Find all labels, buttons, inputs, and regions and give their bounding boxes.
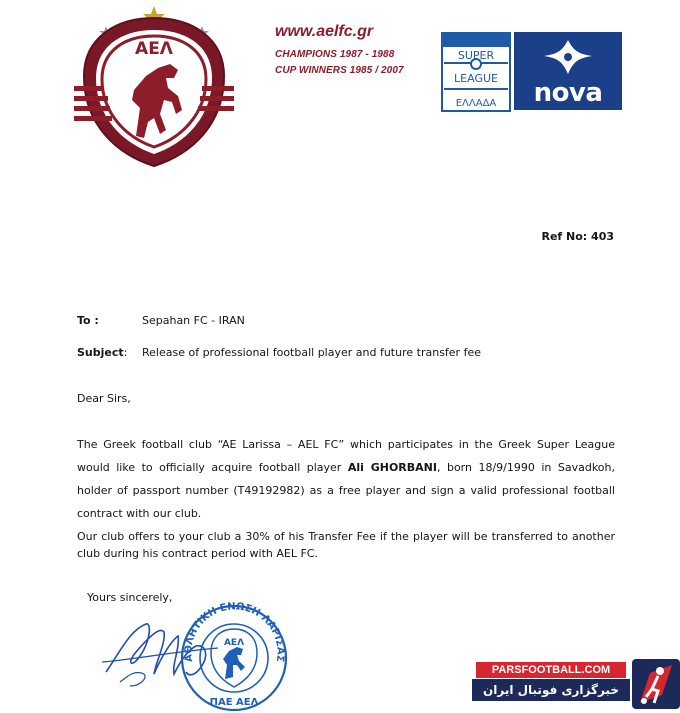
stamp-ring-text: ΑΘΛΗΤΙΚΗ ΕΝΩΣΗ ΛΑΡΙΣΑΣ: [183, 601, 286, 663]
to-label: To :: [77, 314, 99, 327]
league-league: LEAGUE: [454, 72, 498, 85]
nova-sponsor-logo: [514, 32, 622, 110]
nova-star-icon: [514, 32, 622, 82]
league-country: ΕΛΛΑΔΑ: [455, 98, 497, 109]
recipient: Sepahan FC - IRAN: [142, 314, 245, 327]
nova-wordmark: nova: [533, 78, 603, 108]
champions-line: CHAMPIONS 1987 - 1988: [275, 49, 395, 60]
footballer-icon: [632, 659, 680, 709]
subject-text: Release of professional football player and future transfer fee: [142, 346, 481, 359]
stamp-bottom-text: ΠΑΕ ΑΕΛ: [209, 697, 259, 708]
cup-winners-line: CUP WINNERS 1985 / 2007: [275, 65, 404, 76]
subject-label-text: Subject: [77, 346, 124, 359]
subject-label: Subject:: [77, 346, 128, 359]
stamp-horse-icon: [223, 647, 245, 679]
club-website: www.aelfc.gr: [275, 23, 374, 40]
player-name: Ali GHORBANI: [347, 461, 437, 474]
body-paragraph-2: Our club offers to your club a 30% of his Transfer Fee if the player will be transferred to another club during his contract period with AEL FC.: [77, 530, 615, 560]
body-paragraph-1: [77, 433, 615, 525]
para1-part-b: , born 18/9/1990 in Savadkoh, holder of passport number (T49192982) as a free player and sign a valid professional football contract with our club.: [77, 461, 616, 520]
club-stamp: [177, 601, 292, 713]
league-super: SUPER: [457, 49, 495, 62]
logo-letters: ΑΕΛ: [135, 39, 173, 59]
para1-part-a: The Greek football club “AE Larissa – AEL FC” which participates in the Greek Super League would like to officially acquire football player: [77, 438, 615, 474]
watermark-tagline: خبرگزاری فوتبال ایران: [472, 679, 630, 701]
reference-number: Ref No: 403: [541, 230, 614, 243]
super-league-logo: [440, 31, 512, 113]
parsfootball-watermark: [472, 659, 680, 713]
ael-club-logo: [74, 4, 234, 170]
watermark-site: PARSFOOTBALL.COM: [476, 662, 626, 678]
closing: Yours sincerely,: [87, 591, 173, 604]
salutation: Dear Sirs,: [77, 392, 131, 405]
stamp-center-text: ΑΕΛ: [223, 638, 245, 648]
